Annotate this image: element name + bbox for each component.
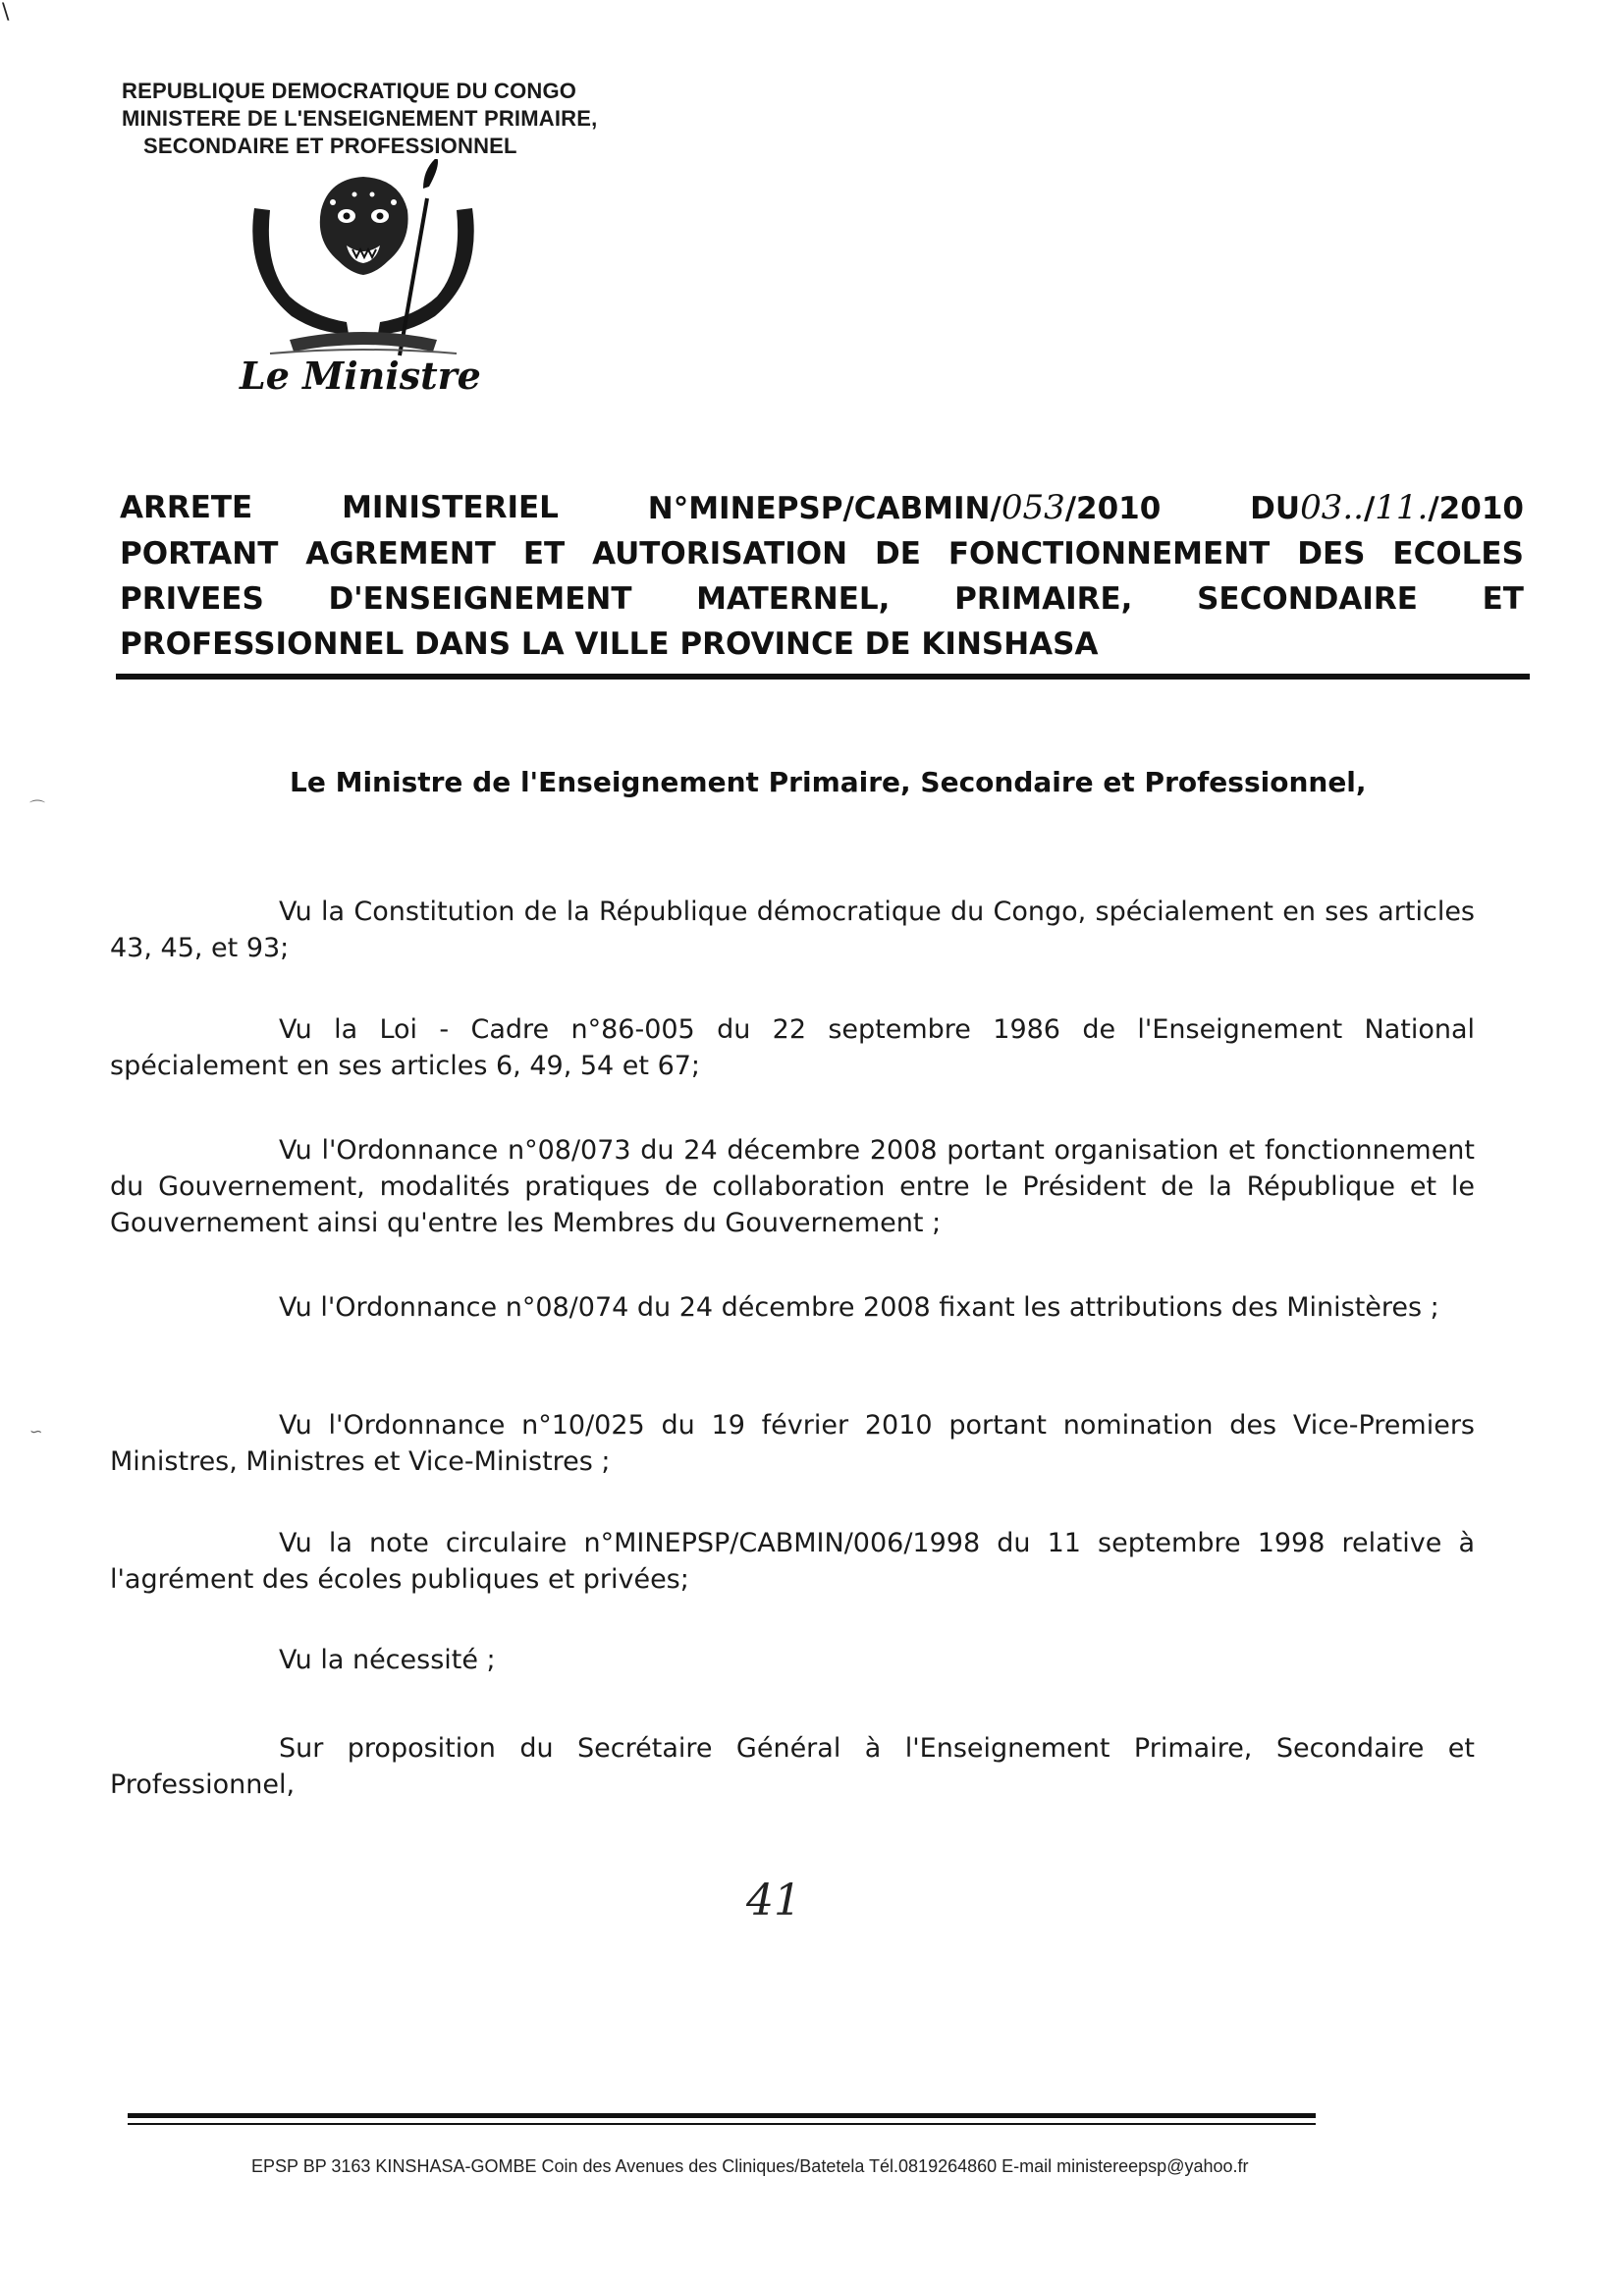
footer-divider	[128, 2113, 1316, 2118]
page-initials: 41	[746, 1876, 801, 1926]
title-word: ET	[522, 536, 566, 572]
considerant-paragraph: Vu la nécessité ;	[279, 1645, 496, 1675]
scan-mark: \	[2, 0, 10, 25]
footer-divider-thin	[128, 2123, 1316, 2125]
handwritten-number: 053	[1001, 488, 1065, 527]
considerant-paragraph: Vu l'Ordonnance n°08/074 du 24 décembre 2008 fixant les attributions des Ministères ;	[279, 1292, 1439, 1323]
header-country: REPUBLIQUE DEMOCRATIQUE DU CONGO	[122, 79, 577, 103]
handwritten-day: 03..	[1300, 488, 1364, 527]
considerant-paragraph: Vu l'Ordonnance n°08/073 du 24 décembre 2008 portant organisation et fonctionnement du Gouvernement, modalités pratiques de collaboration entre le Président de la République et le Gouvernement ainsi qu'entre les Membres du Gouvernement ;	[110, 1135, 1475, 1238]
decree-number-year: /2010	[1064, 491, 1162, 526]
title-word: PRIVEES	[120, 581, 264, 617]
footer-address: EPSP BP 3163 KINSHASA-GOMBE Coin des Avenues des Cliniques/Batetela Tél.0819264860 E-mail ministereepsp@yahoo.fr	[251, 2156, 1249, 2176]
decree-number-prefix: N°MINEPSP/CABMIN/	[647, 491, 1001, 526]
title-word: PRIMAIRE,	[954, 581, 1133, 617]
considerant-paragraph: Sur proposition du Secrétaire Général à l'Enseignement Primaire, Secondaire et Professionnel,	[110, 1733, 1475, 1800]
title-word: ARRETE	[120, 490, 253, 525]
title-word: PROFESSIONNEL DANS LA VILLE PROVINCE DE KINSHASA	[120, 626, 1099, 662]
considerant-paragraph: Vu la Loi - Cadre n°86-005 du 22 septembre 1986 de l'Enseignement National spécialement en ses articles 6, 49, 54 et 67;	[110, 1014, 1475, 1081]
scan-mark: ⌒	[29, 798, 46, 817]
date-separator: /	[1363, 491, 1376, 526]
header-ministry-line1: MINISTERE DE L'ENSEIGNEMENT PRIMAIRE,	[122, 106, 598, 131]
decree-number	[648, 485, 1162, 531]
title-word: FONCTIONNEMENT	[947, 536, 1271, 572]
title-divider	[116, 674, 1530, 680]
date-prefix: DU	[1250, 491, 1301, 526]
title-word: D'ENSEIGNEMENT	[328, 581, 632, 617]
minister-intro: Le Ministre de l'Enseignement Primaire, Secondaire et Professionnel,	[290, 766, 1367, 798]
considerant-paragraph: Vu l'Ordonnance n°10/025 du 19 février 2010 portant nomination des Vice-Premiers Ministres, Ministres et Vice-Ministres ;	[110, 1410, 1475, 1477]
title-word: ET	[1482, 581, 1524, 617]
handwritten-month: 11.	[1375, 488, 1429, 527]
title-word: AUTORISATION	[592, 536, 848, 572]
title-line-4	[120, 622, 1524, 667]
title-word: ECOLES	[1392, 536, 1524, 572]
date-year: /2010	[1428, 491, 1524, 526]
leopard-head-icon	[320, 177, 408, 275]
header-ministry-line2: SECONDAIRE ET PROFESSIONNEL	[143, 134, 517, 158]
title-line-1	[120, 485, 1524, 531]
minister-signature-label: Le Ministre	[240, 354, 481, 398]
decree-date	[1250, 485, 1524, 531]
coat-of-arms-emblem	[231, 159, 496, 365]
title-word: SECONDAIRE	[1197, 581, 1418, 617]
title-line-2	[120, 531, 1524, 576]
title-word: PORTANT	[120, 536, 279, 572]
considerant-paragraph: Vu la note circulaire n°MINEPSP/CABMIN/006/1998 du 11 septembre 1998 relative à l'agrément des écoles publiques et privées;	[110, 1528, 1475, 1595]
scan-mark: ∽	[29, 1422, 43, 1441]
title-word: AGREMENT	[305, 536, 496, 572]
title-word: DE	[875, 536, 921, 572]
spear-icon	[400, 159, 438, 355]
title-line-3	[120, 576, 1524, 622]
title-word: MINISTERIEL	[342, 490, 559, 525]
title-word: DES	[1297, 536, 1366, 572]
considerant-paragraph: Vu la Constitution de la République démocratique du Congo, spécialement en ses articles 43, 45, et 93;	[110, 897, 1475, 963]
title-word: MATERNEL,	[696, 581, 891, 617]
decree-title	[120, 485, 1524, 667]
